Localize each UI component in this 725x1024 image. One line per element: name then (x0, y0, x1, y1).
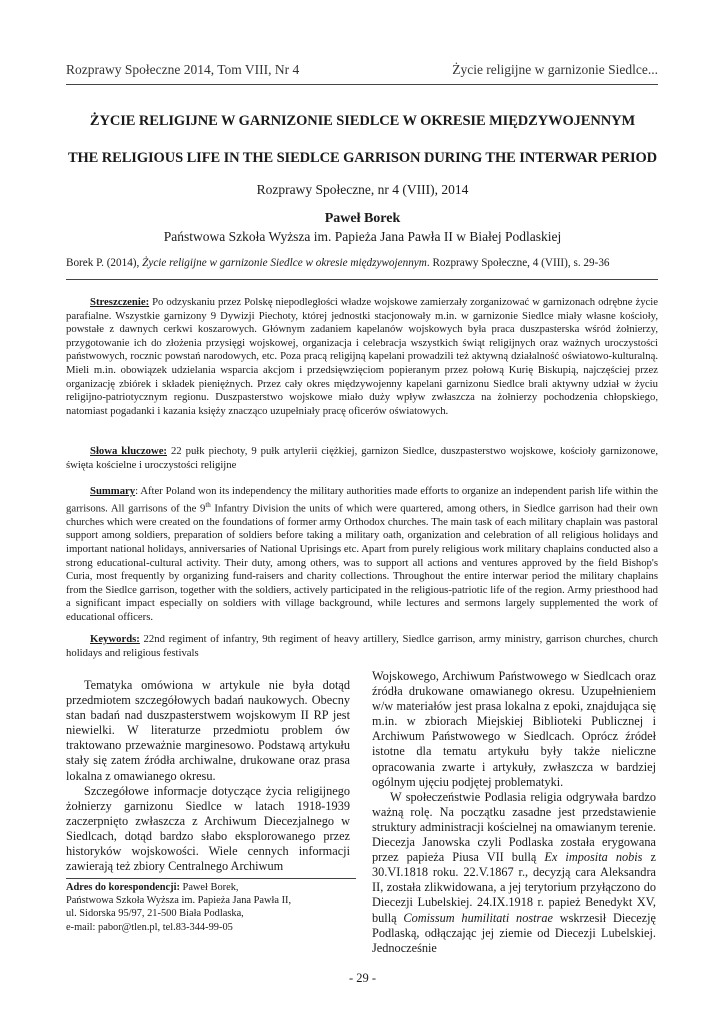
body-column-left (66, 678, 350, 874)
body-left-paragraph-2: Szczegółowe informacje dotyczące życia religijnego żołnierzy garnizonu Siedlce w latach 1918-1939 zaczerpnięto zwłaszcza z Archiwum Diecezjalnego w Siedlcach, dotąd bardzo słabo eksplorowanego przez historyków wojskowości. Wiele cennych informacji zawierają też zbiory Centralnego Archiwum (66, 783, 350, 874)
abstract-polish (66, 296, 658, 418)
body-right-italic-2: Comissum humilitati nostrae (403, 910, 553, 925)
keywords-polish-label: Słowa kluczowe: (90, 445, 167, 457)
citation-prefix: Borek P. (2014), (66, 257, 143, 269)
body-right-text-a: W społeczeństwie Podlasia religia odgrywała bardzo ważną rolę. Na początku zasadne jest przedstawienie struktury administracji kościelnej na omawianym terenie. Diecezja Janowska czyli Podlaska została erygowana przez papieża Piusa VII bullą (372, 789, 656, 865)
abstract-english-text-2: Infantry Division the units of which were quartered, among others, in Siedlce garrison had their own churches which were created on the foundations of former army Orthodox churches. The main task of each military chaplain was pastoral support among soldiers, preparation of soldiers before taking a military oath, organization and celebration of all religious holidays and important national holidays, anniversaries of National Uprisings etc. Apart from purely religious work military chaplains conducted also a strong educational-cultural activity. Their duty, among others, was to support all actions and ventures approved by the field Bishop's Curia, most frequently by organizing fund-raisers and charity collections. Throughout the entire interwar period the military chaplains from the Siedlce garrison, together with the soldiers, actively participated in the religious-patriotic life of the region. Army priesthood had a significant impact especially on soldiers with village background, while lectures and sermons largely supplemented the work of educational officers. (66, 502, 659, 623)
footnote-line-4: e-mail: pabor@tlen.pl, tel.83-344-99-05 (66, 921, 233, 933)
keywords-english (66, 633, 658, 660)
footnote-label: Adres do korespondencji: (66, 882, 180, 893)
footnote-name: Paweł Borek, (179, 882, 239, 893)
body-right-italic-1: Ex imposita nobis (544, 850, 643, 865)
body-right-paragraph-2 (372, 790, 656, 956)
citation-rule (66, 279, 658, 280)
keywords-polish (66, 445, 658, 472)
citation-title: Życie religijne w garnizonie Siedlce w okresie międzywojennym (142, 257, 427, 269)
footnote-line-1 (66, 881, 356, 894)
abstract-polish-text: Po odzyskaniu przez Polskę niepodległości władze wojskowe zamierzały zorganizować w garnizonach odrębne życie parafialne. Wszystkie garnizony 9 Dywizji Piechoty, której jednostki stacjonowały m.in. w garnizonie Siedlce miały własne kościoły, powstałe z dawnych cerkwi koszarowych. Głównym zadaniem kapelanów wojskowych była praca duszpasterska wśród żołnierzy, przygotowanie ich do złożenia przysięgi wojskowej, organizacja i celebracja wszystkich świąt religijnych oraz ważnych uroczystości państwowych, rocznic powstań narodowych, etc. Poza pracą religijną kapelani prowadzili też aktywną działalność oświatowo-kulturalną. Mieli m.in. obowiązek udzielania wsparcia akcjom i przedsięwzięciom popieranym przez połową Kurię Biskupią, najczęściej przez organizację zbiórek i składek pieniężnych. Przez cały okres międzywojenny kapelani garnizonu Siedlce brali aktywny udział w życiu religijno-patriotycznym regionu. Duszpasterstwo wojskowe miało duży wpływ zwłaszcza na żołnierzy pochodzenia chłopskiego, natomiast pogadanki i kazania księży znacząco uzupełniały pracę oficerów oświatowych. (66, 296, 658, 417)
abstract-english-text-1: : After Poland won its independency the military authorities made efforts to organize an independent parish life within the garrisons. All garrisons of the 9 (66, 485, 658, 515)
abstract-english-sup: th (205, 500, 211, 509)
body-column-right (372, 669, 656, 956)
header-rule (66, 84, 658, 85)
keywords-english-label: Keywords: (90, 633, 140, 645)
title-english: THE RELIGIOUS LIFE IN THE SIEDLCE GARRISON DURING THE INTERWAR PERIOD (67, 150, 658, 166)
running-header-journal: Rozprawy Społeczne 2014, Tom VIII, Nr 4 (66, 62, 300, 77)
citation-line (66, 257, 658, 269)
running-header (66, 62, 658, 78)
footnote-line-3: ul. Sidorska 95/97, 21-500 Biała Podlaska, (66, 908, 244, 920)
citation-suffix: . Rozprawy Społeczne, 4 (VIII), s. 29-36 (426, 257, 610, 269)
body-right-paragraph-1: Wojskowego, Archiwum Państwowego w Siedlcach oraz źródła drukowane omawianego okresu. Uzupełnieniem w/w materiałów jest prasa lokalna z epoki, znajdująca się m.in. w zbiorach Miejskiej Biblioteki Publicznej i Archiwum Państwowego w Siedlcach. Oprócz źródeł istotne dla tematu artykułu były także nieliczne opracowania zwarte i artykuły, zwłaszcza w bardziej ogólnym ujęciu podjętej problematyki. (372, 669, 656, 789)
abstract-english-label: Summary (90, 485, 136, 497)
journal-reference: Rozprawy Społeczne, nr 4 (VIII), 2014 (256, 182, 469, 197)
author-name: Paweł Borek (324, 211, 401, 226)
body-right-text-c: wskrzesił Diecezję Podlaską, odłączając jej ziemie od Diecezji Lubelskiej. Jednocześnie (372, 910, 656, 955)
footnote-rule (66, 878, 356, 879)
abstract-english (66, 485, 658, 625)
title-polish: ŻYCIE RELIGIJNE W GARNIZONIE SIEDLCE W OKRESIE MIĘDZYWOJENNYM (89, 113, 636, 129)
footnote-line-2: Państwowa Szkoła Wyższa im. Papieża Jana Pawła II, (66, 895, 292, 907)
correspondence-footnote (66, 881, 356, 934)
keywords-polish-text: 22 pułk piechoty, 9 pułk artylerii ciężkiej, garnizon Siedlce, duszpasterstwo wojskowe, kościoły garnizonowe, święta kościelne i uroczystości religijne (66, 445, 658, 471)
body-left-paragraph-1: Tematyka omówiona w artykule nie była dotąd przedmiotem szczegółowych badań naukowych. Obecny stan badań nad duszpasterstwem wojskowym II RP jest niewielki. W literaturze przedmiotu problem ów traktowano przeważnie marginesowo. Podstawą artykułu stały się zatem źródła archiwalne, drukowane oraz prasa lokalna z omawianego okresu. (66, 678, 350, 783)
abstract-polish-label: Streszczenie: (90, 296, 150, 308)
author-affiliation: Państwowa Szkoła Wyższa im. Papieża Jana Pawła II w Białej Podlaskiej (163, 229, 562, 244)
running-header-title: Życie religijne w garnizonie Siedlce... (452, 62, 658, 77)
page-number: - 29 - (348, 971, 377, 985)
keywords-english-text: 22nd regiment of infantry, 9th regiment of heavy artillery, Siedlce garrison, army ministry, garrison churches, church holidays and religious festivals (66, 633, 658, 659)
body-right-text-b: z 30.VI.1818 roku. 22.V.1867 r., decyzją cara Aleksandra II, została zlikwidowana, a jej terytorium przyłączono do Diecezji Lubelskiej. 24.IX.1918 r. papież Benedykt XV, bullą (372, 850, 656, 925)
